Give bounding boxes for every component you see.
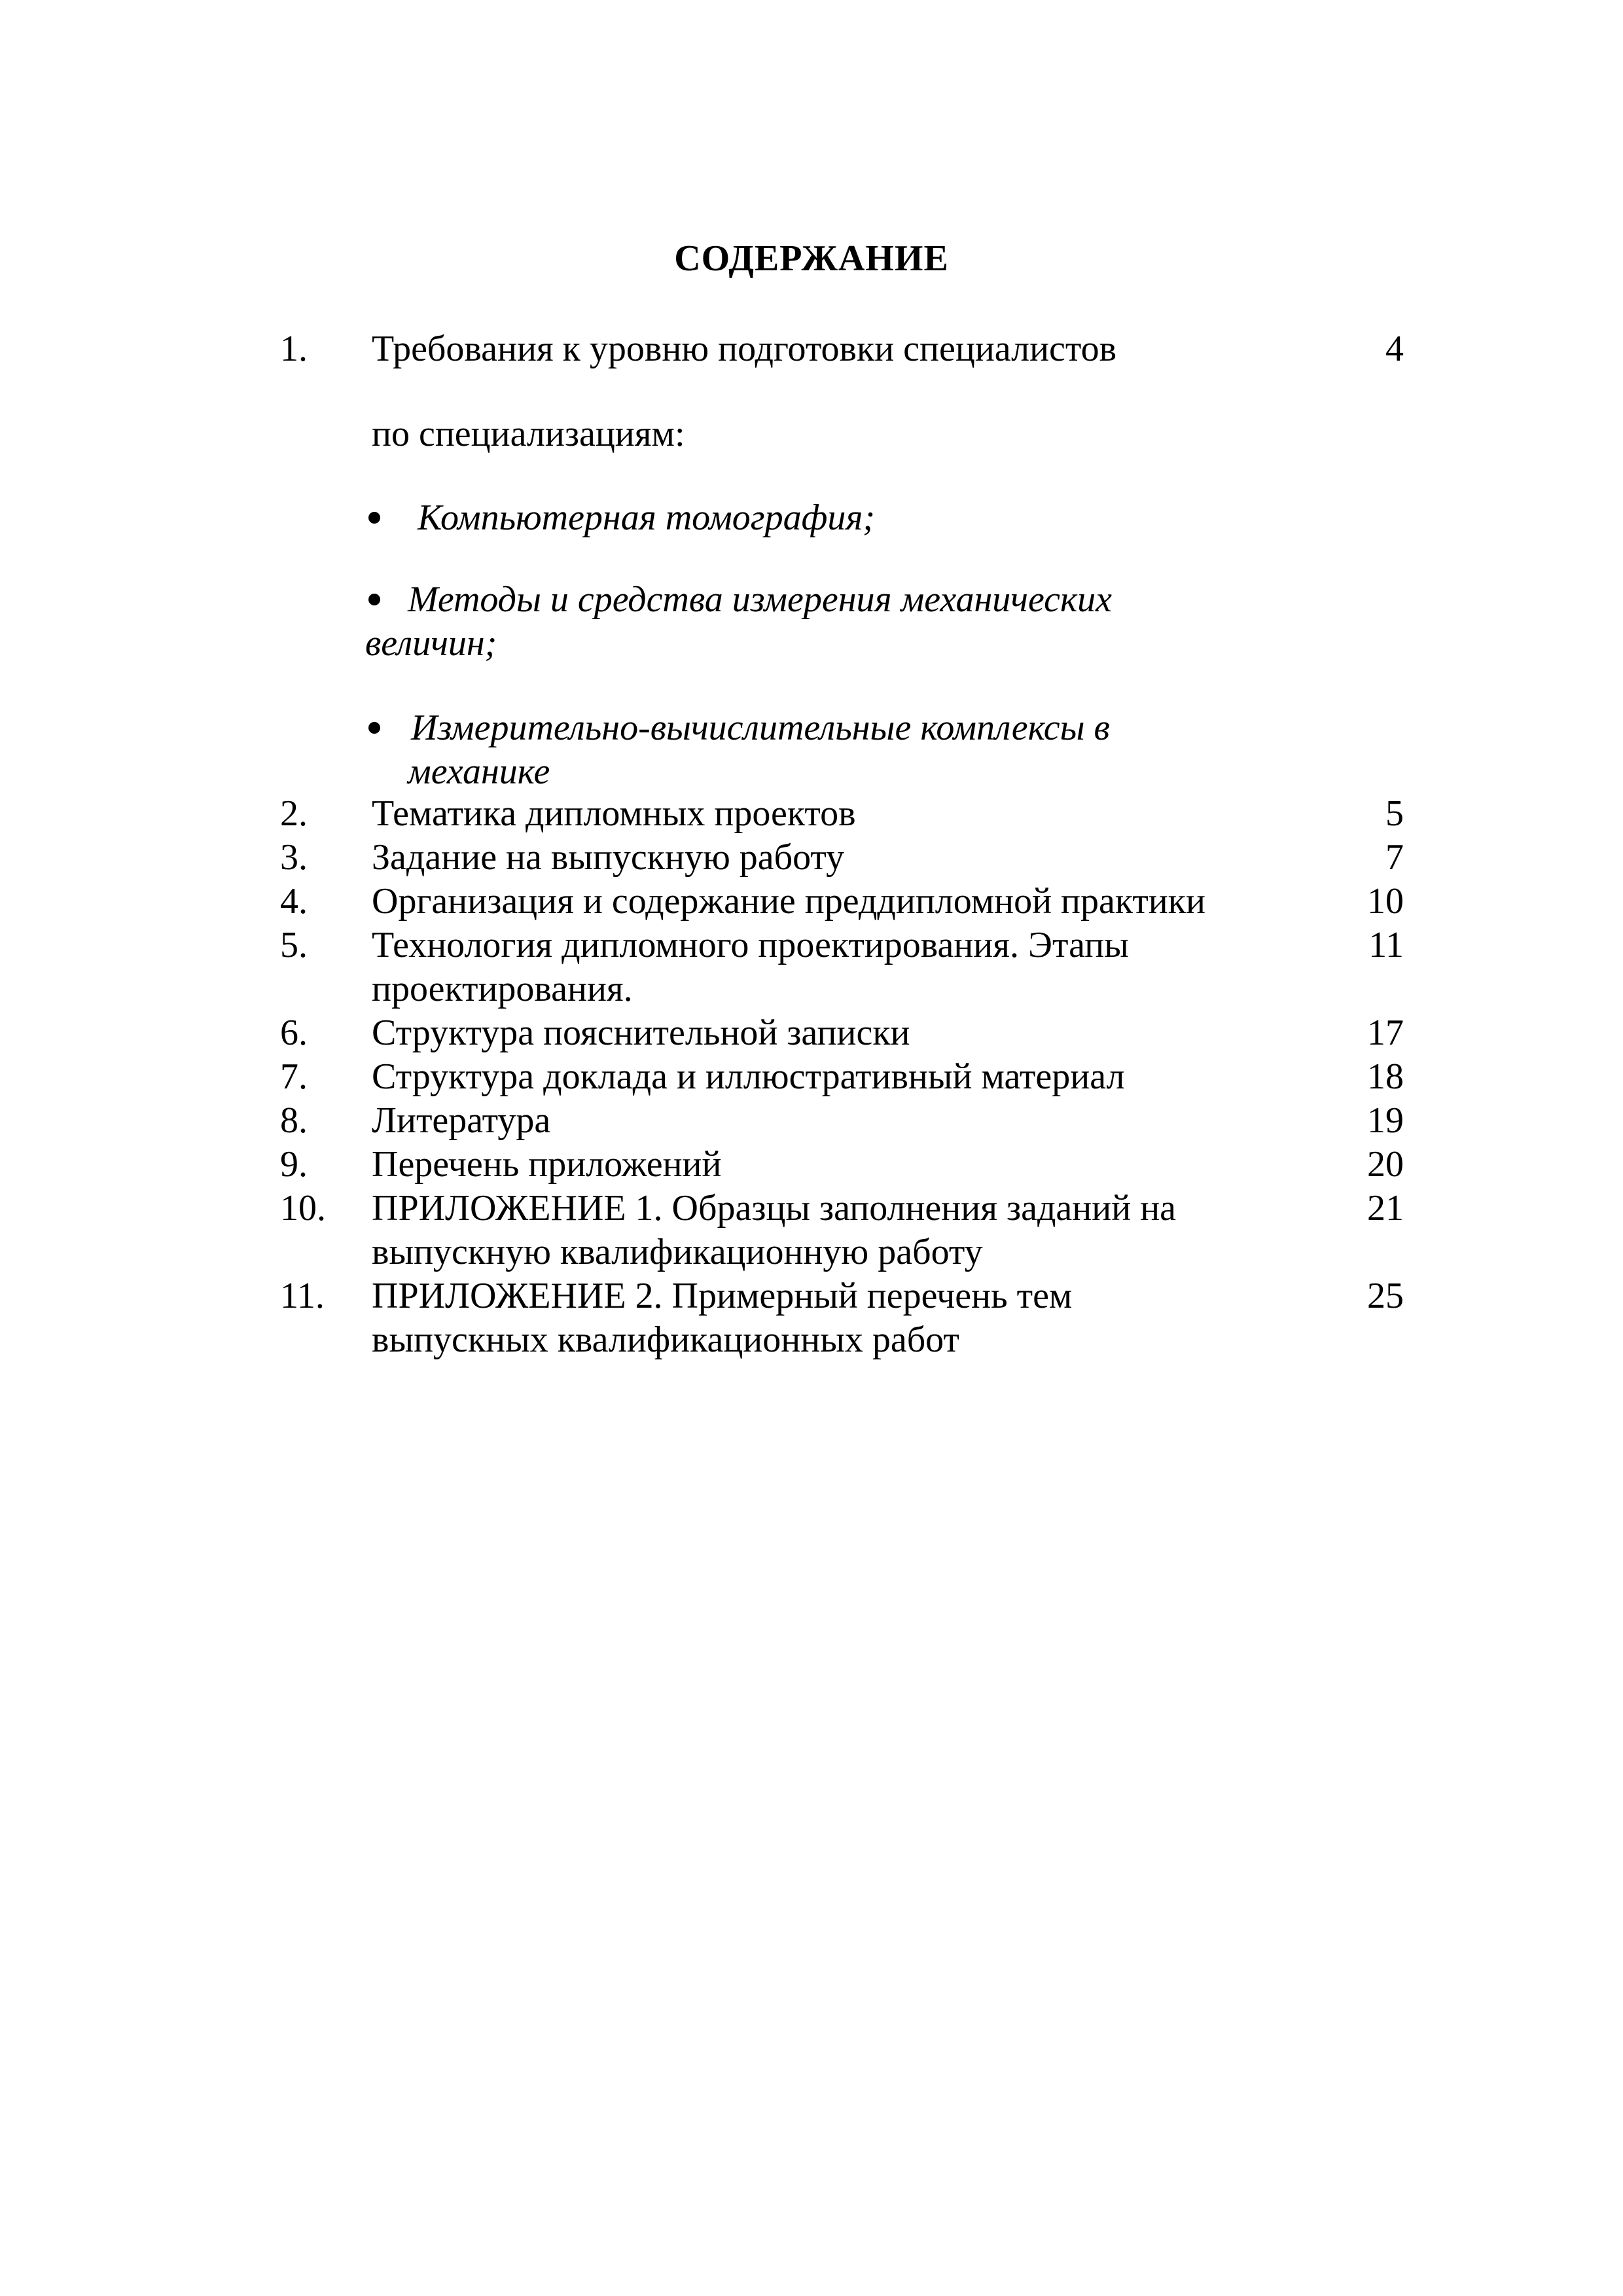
toc-entry-page: 5: [1385, 793, 1404, 834]
bullet-text: механике: [408, 751, 550, 792]
toc-entry-number: 4.: [280, 881, 308, 922]
bullet-text: Методы и средства измерения механических: [408, 579, 1113, 620]
toc-entry-page: 20: [1367, 1144, 1404, 1185]
toc-entry-page: 25: [1367, 1276, 1404, 1316]
toc-entry-number: 10.: [280, 1188, 326, 1229]
toc-entry-text: Организация и содержание преддипломной практики: [372, 881, 1205, 922]
toc-entry-page: 17: [1367, 1013, 1404, 1053]
toc-entry-text: выпускную квалификационную работу: [372, 1232, 983, 1272]
toc-entry-number: 9.: [280, 1144, 308, 1185]
toc-entry-text: Задание на выпускную работу: [372, 837, 845, 878]
page-title: СОДЕРЖАНИЕ: [674, 238, 949, 279]
toc-entry-page: 19: [1367, 1100, 1404, 1141]
toc-entry-number: 2.: [280, 793, 308, 834]
toc-entry-number: 8.: [280, 1100, 308, 1141]
toc-entry-text: ПРИЛОЖЕНИЕ 2. Примерный перечень тем: [372, 1276, 1073, 1316]
bullet-icon: [368, 722, 380, 734]
toc-entry-number: 6.: [280, 1013, 308, 1053]
toc-entry-page: 4: [1385, 329, 1404, 369]
toc-entry-text: Перечень приложений: [372, 1144, 722, 1185]
toc-entry-number: 3.: [280, 837, 308, 878]
toc-entry-text: выпускных квалификационных работ: [372, 1319, 959, 1360]
bullet-text: Измерительно-вычислительные комплексы в: [411, 708, 1110, 748]
toc-entry-page: 7: [1385, 837, 1404, 878]
toc-entry-text: Структура пояснительной записки: [372, 1013, 910, 1053]
toc-entry-number: 11.: [280, 1276, 325, 1316]
toc-entry-page: 10: [1367, 881, 1404, 922]
toc-entry-number: 5.: [280, 925, 308, 965]
toc-entry-text: проектирования.: [372, 969, 633, 1009]
toc-entry-page: 18: [1367, 1056, 1404, 1097]
bullet-icon: [368, 512, 380, 524]
bullet-text: Компьютерная томография;: [418, 497, 876, 538]
toc-entry-text: Тематика дипломных проектов: [372, 793, 856, 834]
toc-entry-number: 1.: [280, 329, 308, 369]
toc-entry-text: Требования к уровню подготовки специалистов: [372, 329, 1117, 369]
toc-entry-number: 7.: [280, 1056, 308, 1097]
toc-entry-page: 11: [1368, 925, 1404, 965]
bullet-icon: [368, 594, 380, 605]
toc-entry-text: Литература: [372, 1100, 551, 1141]
toc-entry-text: по специализациям:: [372, 414, 685, 454]
toc-entry-page: 21: [1367, 1188, 1404, 1229]
toc-entry-text: Структура доклада и иллюстративный материал: [372, 1056, 1125, 1097]
bullet-text: величин;: [365, 623, 497, 664]
toc-entry-text: ПРИЛОЖЕНИЕ 1. Образцы заполнения заданий на: [372, 1188, 1177, 1229]
toc-entry-text: Технология дипломного проектирования. Этапы: [372, 925, 1129, 965]
